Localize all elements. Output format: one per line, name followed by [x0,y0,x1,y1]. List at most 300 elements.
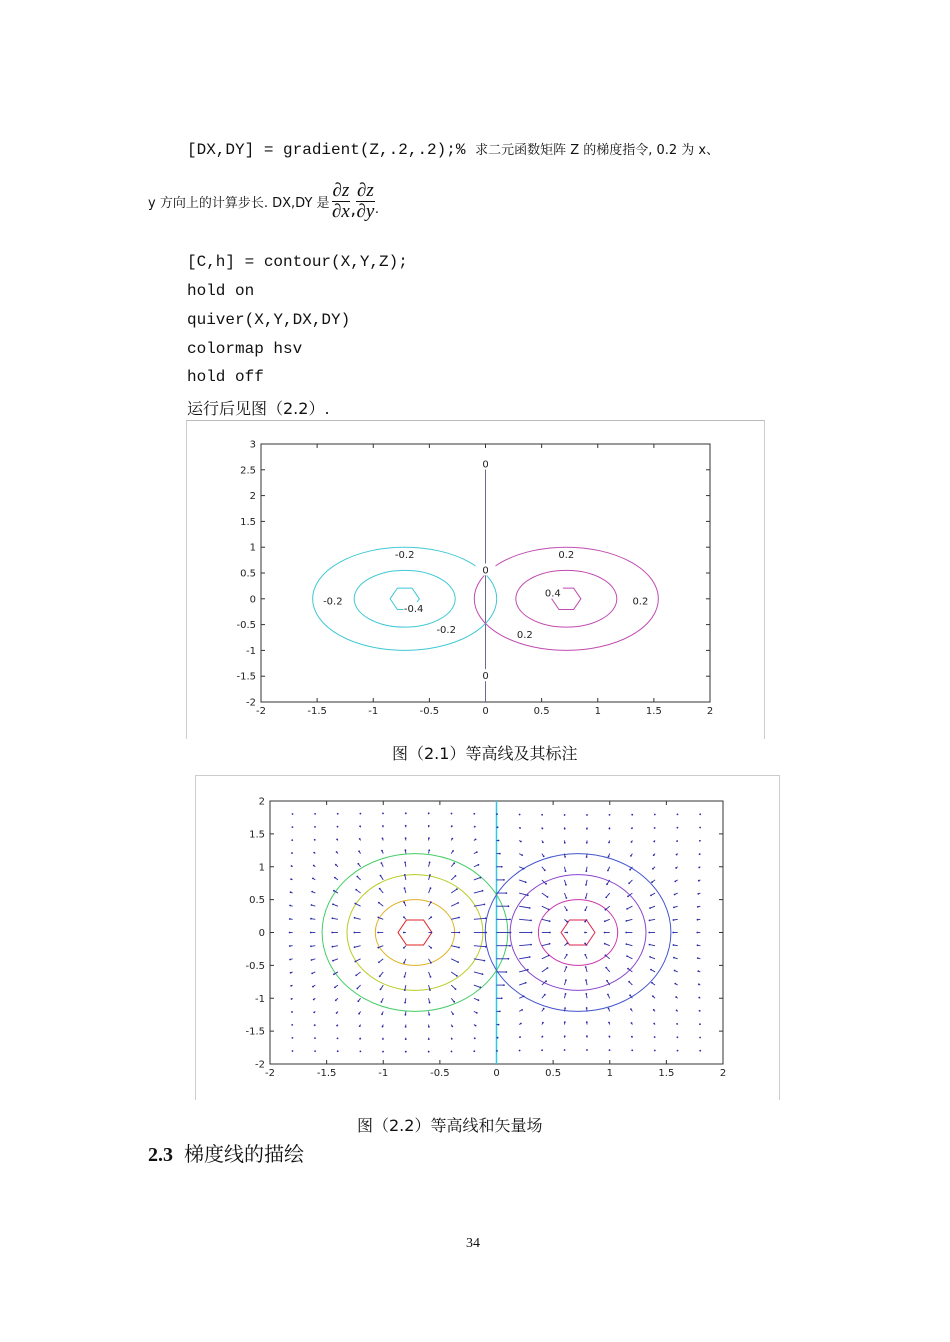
fig2-quiver-head [314,1024,316,1026]
fig2-quiver-head [672,932,674,934]
fig2-quiver-head [586,828,588,830]
fig1-ytick-label: -0.5 [236,620,256,632]
fig2-quiver-head [605,909,607,911]
contour-quiver-plot [196,776,779,1100]
fig2-quiver-head [609,828,611,830]
fig2-quiver-head [564,1049,566,1051]
fig2-quiver-head [311,973,313,975]
fig2-quiver-head [566,943,568,945]
fig2-quiver-arrow [474,946,486,947]
fig2-quiver-head [547,896,549,898]
fig2-quiver-head [566,897,568,899]
fig2-quiver-head [430,947,432,949]
fig2-quiver-arrow [451,889,457,893]
fig1-xtick-label: 0 [482,706,489,717]
fig2-quiver-head [359,1038,361,1040]
fig2-xtick-label: -0.5 [430,1068,450,1079]
fig2-quiver-head [430,962,432,964]
fig2-quiver-arrow [542,893,548,897]
fig2-quiver-head [674,881,676,883]
fig2-quiver-head [428,849,430,851]
fig2-ytick-label: 0.5 [249,895,265,907]
fig2-quiver-arrow [542,968,548,972]
fig2-quiver-head [651,982,653,984]
fig2-quiver-head [651,881,653,883]
fig2-quiver-head [519,814,521,816]
fig2-quiver-head [631,827,633,829]
fig2-quiver-head [697,906,699,908]
fig2-quiver-head [404,862,406,864]
fig2-quiver-head [290,891,292,893]
fig2-quiver-head [649,944,651,946]
contour-plot-1 [187,421,764,739]
fig2-quiver-head [404,1002,406,1004]
fig2-quiver-arrow [474,918,486,919]
fig2-quiver-head [607,870,609,872]
fig2-quiver-head [332,960,334,962]
fig2-quiver-head [357,863,359,865]
fig2-quiver-head [355,974,357,976]
fig2-quiver-head [605,954,607,956]
fig2-quiver-head [564,1007,566,1009]
fig2-quiver-head [451,813,453,815]
fig2-quiver-head [292,813,294,815]
fig2-quiver-head [649,920,651,922]
fig2-quiver-head [676,1023,678,1025]
fig1-ytick-label: 0 [249,594,256,606]
fig2-quiver-arrow [355,918,361,920]
fig2-quiver-head [584,921,586,923]
fig2-quiver-head [503,879,505,881]
fig2-quiver-head [336,1025,338,1027]
fig2-quiver-head [382,1051,384,1053]
fig2-quiver-head [379,975,381,977]
fig2-quiver-head [631,1022,633,1024]
fig2-quiver-head [543,855,545,857]
fig1-contour-label: -0.4 [403,604,424,616]
fig2-quiver-head [674,983,676,985]
fig2-quiver-head [403,962,405,964]
fig2-quiver-head [628,882,630,884]
fig2-quiver-head [696,932,698,934]
fig2-quiver-head [627,896,629,898]
fig2-quiver-head [336,1012,338,1014]
fig2-quiver-head [505,971,507,973]
fig2-quiver-head [312,986,314,988]
fig2-quiver-arrow [519,983,526,985]
section-title: 梯度线的描绘 [184,1142,304,1166]
fig2-quiver-head [531,932,533,934]
fig1-ytick-label: 1.5 [240,516,256,528]
fig2-quiver-head [335,864,337,866]
fig2-quiver-head [377,932,379,934]
fig2-quiver-head [699,1050,701,1052]
frac-separator: , [350,198,357,220]
fig2-quiver-head [289,959,291,961]
fig2-quiver-head [608,842,610,844]
fig2-quiver-head [359,1025,361,1027]
fig2-quiver-head [332,903,334,905]
fig2-quiver-head [541,814,543,816]
fig2-quiver-head [314,826,316,828]
fig2-quiver-head [377,917,379,919]
fig2-quiver-head [676,1010,678,1012]
fig2-quiver-head [586,842,588,844]
fig2-quiver-head [314,1050,316,1052]
fig2-quiver-head [697,970,699,972]
fig2-quiver-head [676,854,678,856]
fig2-quiver-head [604,932,606,934]
fig2-quiver-head [291,852,293,854]
fig2-quiver-head [586,1035,588,1037]
fig2-quiver-head [377,947,379,949]
fig2-quiver-head [429,874,431,876]
fig2-contour-neg-3 [375,900,454,966]
fig2-xtick-label: -2 [265,1068,275,1079]
run-text: 运行后见图（2.2）. [187,399,330,418]
fig2-quiver-head [525,881,527,883]
fig2-quiver-head [313,1012,315,1014]
fig2-quiver-head [485,932,487,934]
fig2-quiver-head [473,1050,475,1052]
fig2-quiver-head [565,993,567,995]
fig2-quiver-head [530,920,532,922]
fig2-quiver-head [497,1037,499,1039]
fig2-xtick-label: 0.5 [545,1068,562,1079]
fig2-quiver-head [527,894,529,896]
fig2-contour-neg-2 [347,875,483,991]
fig2-quiver-head [403,901,405,903]
fig2-quiver-head [523,868,525,870]
fig2-ytick-label: -1 [255,993,265,1005]
fig1-ytick-label: -1.5 [236,671,256,683]
fig1-ytick-label: 2.5 [240,465,256,477]
fig2-quiver-head [428,812,430,814]
fig1-contour-label: -0.2 [323,596,343,608]
fig2-quiver-head [380,875,382,877]
fig2-quiver-head [456,975,458,977]
fig2-quiver-head [649,907,651,909]
fig2-quiver-head [654,1050,656,1052]
fig2-quiver-head [405,1038,407,1040]
fig1-ytick-label: 3 [249,439,256,451]
fig2-quiver-head [519,1036,521,1038]
fig2-quiver-head [542,1022,544,1024]
fig1-contour-label: 0 [482,459,489,471]
fig2-quiver-head [677,1036,679,1038]
frac-end: . [374,201,379,217]
fig2-quiver-head [629,994,631,996]
fig2-quiver-head [310,918,312,920]
fig2-quiver-head [520,841,522,843]
fig2-quiver-head [335,999,337,1001]
fig2-quiver-head [291,839,293,841]
code-line-2: hold on [187,282,255,300]
fig2-quiver-head [379,888,381,890]
fig2-quiver-head [510,932,512,934]
fig2-quiver-head [541,1049,543,1051]
figure-2-1 [186,420,765,739]
partial-z-partial-y [356,181,375,222]
fig2-quiver-head [523,995,525,997]
fig2-quiver-head [545,883,547,885]
fig2-quiver-arrow [451,918,459,920]
fig2-quiver-head [652,868,654,870]
fig2-quiver-head [291,1024,293,1026]
fig2-quiver-head [519,1050,521,1052]
fig2-quiver-head [311,959,313,961]
fig2-quiver-head [699,853,701,855]
fig2-quiver-head [565,979,567,981]
fig2-quiver-head [548,909,550,911]
fig2-quiver-head [626,943,628,945]
fig2-quiver-head [381,850,383,852]
fig2-quiver-head [474,826,476,828]
fig2-quiver-head [428,837,430,839]
fig2-quiver-head [673,957,675,959]
fig2-quiver-head [676,840,678,842]
fig2-quiver-head [542,828,544,830]
fig2-quiver-head [429,1002,431,1004]
fig2-quiver-head [453,1001,455,1003]
fig2-ytick-label: 1.5 [249,829,265,841]
fig1-contour-label: -0.2 [436,624,456,636]
fig2-contour-pos-1 [485,854,671,1012]
fig2-quiver-head [428,1026,430,1028]
fig2-quiver-arrow [626,944,632,946]
fig1-xtick-label: 1.5 [645,706,662,717]
fig1-xtick-label: -0.5 [419,706,440,717]
fig2-quiver-head [310,945,312,947]
fig2-quiver-head [585,884,587,886]
fig2-quiver-head [566,954,568,956]
fig2-quiver-head [653,854,655,856]
fig2-quiver-head [458,917,460,919]
fig2-quiver-head [629,869,631,871]
fig2-quiver-head [503,984,505,986]
fig2-quiver-head [429,989,431,991]
fig2-quiver-head [496,1050,498,1052]
fig2-quiver-head [548,955,550,957]
fig2-quiver-head [405,1051,407,1053]
fig2-quiver-head [564,1021,566,1023]
fig2-quiver-head [649,956,651,958]
fig2-quiver-head [607,994,609,996]
fig2-quiver-head [289,905,291,907]
fig2-quiver-head [654,827,656,829]
fig2-quiver-head [521,854,523,856]
fig2-quiver-head [677,1050,679,1052]
fig2-quiver-head [311,891,313,893]
fig2-quiver-head [564,842,566,844]
code-line-5: hold off [187,368,264,386]
fig2-quiver-head [544,869,546,871]
fig2-quiver-head [333,973,335,975]
fig2-quiver-head [290,878,292,880]
fig2-quiver-arrow [474,972,483,974]
fig2-quiver-arrow [542,906,549,909]
fig2-quiver-head [699,1037,701,1039]
fig2-quiver-head [378,961,380,963]
fig2-quiver-head [337,826,339,828]
fig2-quiver-arrow [542,944,550,946]
fig2-ytick-label: -1.5 [245,1026,265,1038]
fig2-quiver-head [290,985,292,987]
fig2-ytick-label: -0.5 [245,960,265,972]
fig2-quiver-head [451,1051,453,1053]
fig2-quiver-head [564,828,566,830]
fig2-quiver-head [653,1023,655,1025]
fig2-quiver-head [451,838,453,840]
fig2-xtick-label: 1 [606,1068,613,1079]
fig2-quiver-head [475,839,477,841]
fig2-quiver-arrow [542,919,550,921]
fig2-quiver-head [292,826,294,828]
figure-2-2 [195,775,780,1100]
fig2-xtick-label: 1.5 [658,1068,675,1079]
fig1-contour-label: 0.2 [558,549,575,561]
fig2-quiver-head [314,1037,316,1039]
fig2-quiver-head [354,961,356,963]
fig2-quiver-head [698,880,700,882]
fig2-quiver-head [382,1038,384,1040]
fig2-quiver-head [677,814,679,816]
fig2-quiver-head [654,1036,656,1038]
fig2-quiver-head [673,919,675,921]
fig2-quiver-head [430,887,432,889]
section-number: 2.3 [148,1144,173,1166]
section-heading [148,1138,304,1167]
fig2-quiver-head [354,917,356,919]
fig2-quiver-head [360,813,362,815]
fig1-contour-label: 0.2 [632,596,649,608]
fig2-quiver-head [428,1051,430,1053]
fig2-quiver-arrow [519,880,526,882]
fig2-quiver-head [697,893,699,895]
fig2-quiver-head [358,850,360,852]
fig2-quiver-head [564,856,566,858]
frac1-num: ∂z [332,179,350,201]
fig2-quiver-head [475,1025,477,1027]
fig2-quiver-head [310,932,312,934]
fig1-xtick-label: -1 [368,706,379,717]
fig2-quiver-head [291,1011,293,1013]
fig2-quiver-head [564,1035,566,1037]
fig2-quiver-arrow [474,891,483,893]
derivative-prefix: y 方向上的计算步长. DX,DY 是 [148,195,330,211]
fig2-quiver-head [566,966,568,968]
fig2-quiver-head [430,932,432,934]
fig2-quiver-arrow [451,946,459,948]
fig2-quiver-head [458,932,460,934]
fig2-quiver-head [544,994,546,996]
fig2-quiver-head [457,961,459,963]
fig2-quiver-head [653,841,655,843]
fig2-quiver-head [403,916,405,918]
fig2-quiver-head [289,945,291,947]
fig2-quiver-head [673,944,675,946]
fig2-quiver-head [355,889,357,891]
fig2-quiver-head [451,825,453,827]
fig2-quiver-head [675,996,677,998]
fig2-quiver-head [508,958,510,960]
fig2-quiver-head [453,862,455,864]
fig2-quiver-head [334,877,336,879]
fig2-quiver-arrow [519,906,530,908]
fig2-quiver-head [626,920,628,922]
fig2-quiver-head [584,954,586,956]
fig2-quiver-head [478,999,480,1001]
fig2-quiver-head [382,838,384,840]
code-gradient-comment: 求二元函数矩阵 Z 的梯度指令, 0.2 为 x、 [475,143,720,158]
fig2-quiver-head [499,1011,501,1013]
fig1-xtick-label: 1 [594,706,601,717]
fig2-quiver-head [542,1036,544,1038]
fig2-quiver-head [566,932,568,934]
fig2-quiver-head [631,841,633,843]
fig2-quiver-head [354,932,356,934]
fig2-quiver-head [354,903,356,905]
fig2-quiver-head [521,1009,523,1011]
fig2-quiver-head [480,877,482,879]
fig2-quiver-head [359,838,361,840]
fig1-contour-label: 0.2 [516,629,533,641]
figure-2-1-caption: 图（2.1）等高线及其标注 [392,744,578,763]
fig2-quiver-head [404,976,406,978]
fig2-quiver-head [337,813,339,815]
fig2-quiver-head [337,1050,339,1052]
fig2-quiver-head [428,1038,430,1040]
fig2-quiver-head [699,840,701,842]
fig2-quiver-head [549,920,551,922]
fig2-quiver-head [509,945,511,947]
fig2-quiver-head [291,998,293,1000]
fig2-ytick-label: -2 [255,1059,265,1071]
fig2-quiver-head [631,1036,633,1038]
fig2-quiver-head [674,970,676,972]
fig2-quiver-head [606,883,608,885]
fig2-quiver-head [496,813,498,815]
fig2-quiver-head [381,1013,383,1015]
fig2-quiver-head [542,841,544,843]
fig2-quiver-head [628,981,630,983]
fig2-quiver-head [529,907,531,909]
fig2-quiver-arrow [542,956,549,959]
fig2-quiver-head [605,897,607,899]
fig2-quiver-arrow [474,878,481,880]
fig2-quiver-head [530,944,532,946]
fig2-quiver-head [697,919,699,921]
fig2-quiver-head [482,890,484,892]
fig2-quiver-head [630,855,632,857]
code-line-3: quiver(X,Y,DX,DY) [187,311,351,329]
fig2-quiver-head [311,904,313,906]
fig2-quiver-head [336,851,338,853]
fig1-ytick-label: -1 [246,645,256,657]
fig2-quiver-head [382,1026,384,1028]
fig2-quiver-head [354,946,356,948]
fig2-quiver-head [519,827,521,829]
fig2-quiver-head [474,1038,476,1040]
fig2-quiver-head [473,813,475,815]
fig2-quiver-head [331,932,333,934]
fig2-quiver-head [584,909,586,911]
fig2-quiver-head [609,1049,611,1051]
fig2-quiver-head [586,1021,588,1023]
fig2-quiver-head [314,839,316,841]
fig2-quiver-head [606,980,608,982]
fig2-quiver-head [585,897,587,899]
